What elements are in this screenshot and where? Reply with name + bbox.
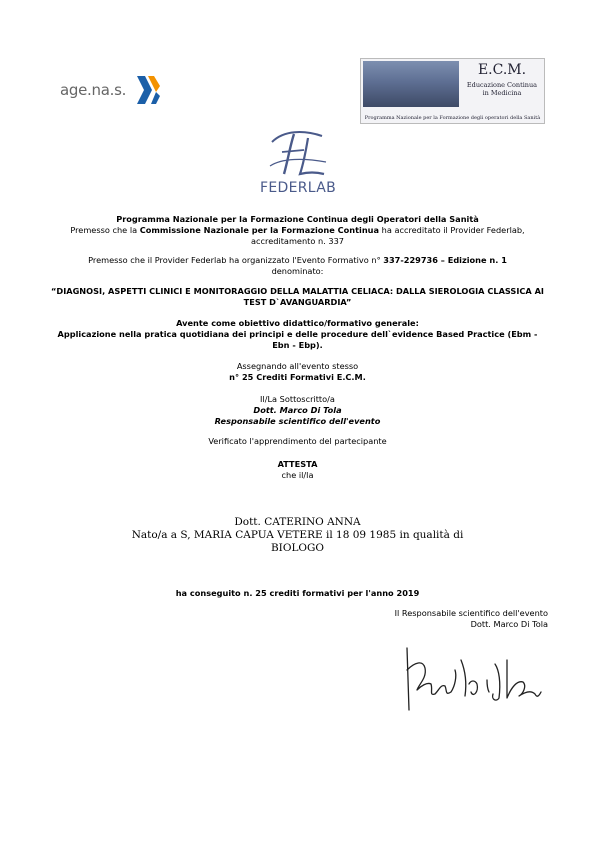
signer-block (40, 394, 555, 427)
ecm-subtitle-line1: Educazione Continua (466, 81, 538, 89)
participant-profession: BIOLOGO (270, 542, 325, 554)
event-number: 337-229736 – Edizione n. 1 (383, 255, 507, 265)
handwritten-signature (395, 640, 545, 715)
ecm-logo (360, 58, 545, 124)
header-block (40, 214, 555, 247)
ecm-group-photo (363, 61, 459, 107)
participant-birth: Nato/a a S, MARIA CAPUA VETERE il 18 09 1985 in qualità di (131, 529, 464, 541)
objective-label: Avente come obiettivo didattico/formativo generale: (176, 318, 419, 328)
event-block (40, 255, 555, 277)
commission-name: Commissione Nazionale per la Formazione Continua (139, 225, 380, 235)
objective-text-line2: Ebn - Ebp). (272, 340, 323, 350)
participant-name: Dott. CATERINO ANNA (234, 516, 361, 528)
event-number-line (40, 255, 555, 266)
event-number-pre: Premesso che il Provider Federlab ha organizzato l'Evento Formativo n° (88, 255, 384, 265)
event-title-line2: TEST D`AVANGUARDIA” (243, 297, 352, 307)
signer-name: Dott. Marco Di Tola (253, 405, 342, 415)
credits-value: n° 25 Crediti Formativi E.C.M. (229, 372, 366, 382)
federlab-logo (250, 128, 346, 200)
participant-block (40, 516, 555, 555)
footer-role: Il Responsabile scientifico dell'evento (394, 608, 548, 618)
signer-intro: Il/La Sottoscritto/a (260, 394, 335, 404)
commission-pre: Premesso che la (70, 225, 140, 235)
event-title-line1: “DIAGNOSI, ASPETTI CLINICI E MONITORAGGIO DELLA MALATTIA CELIACA: DALLA SIEROLOGIA CLASSICA AI (51, 286, 544, 296)
verification-text: Verificato l'apprendimento del partecipante (208, 436, 387, 446)
denominato-label: denominato: (271, 266, 324, 276)
attesta-block (40, 459, 555, 481)
ecm-subtitle-line2: in Medicina (482, 89, 522, 97)
objective-text-line1: Applicazione nella pratica quotidiana dei principi e delle procedure dell`evidence Based Practice (Ebm - (57, 329, 538, 339)
credits-intro: Assegnando all'evento stesso (236, 361, 359, 371)
attesta-title: ATTESTA (277, 459, 318, 469)
signer-role: Responsabile scientifico dell'evento (214, 416, 381, 426)
ecm-logo-subtitle (461, 81, 543, 97)
credits-block (40, 361, 555, 383)
agenas-logo-text: age.na.s. (60, 81, 127, 99)
federlab-logo-text: FEDERLAB (260, 180, 336, 196)
ecm-program-text: Programma Nazionale per la Formazione degli operatori della Sanità (364, 115, 541, 121)
event-title (30, 286, 565, 308)
ecm-logo-title: E.C.M. (477, 62, 527, 78)
attesta-sub: che il/la (281, 470, 314, 480)
agenas-mark-icon (134, 74, 162, 106)
objective-block (40, 318, 555, 351)
commission-post: ha accreditato il Provider Federlab, (379, 225, 525, 235)
footer-name: Dott. Marco Di Tola (470, 619, 548, 629)
commission-line (40, 225, 555, 236)
footer-block (300, 608, 548, 630)
achievement-text: ha conseguito n. 25 crediti formativi per l'anno 2019 (175, 588, 420, 598)
program-title: Programma Nazionale per la Formazione Continua degli Operatori della Sanità (116, 214, 479, 224)
accreditation-line: accreditamento n. 337 (251, 236, 344, 246)
agenas-logo (60, 72, 160, 106)
federlab-monogram-icon (264, 128, 332, 180)
